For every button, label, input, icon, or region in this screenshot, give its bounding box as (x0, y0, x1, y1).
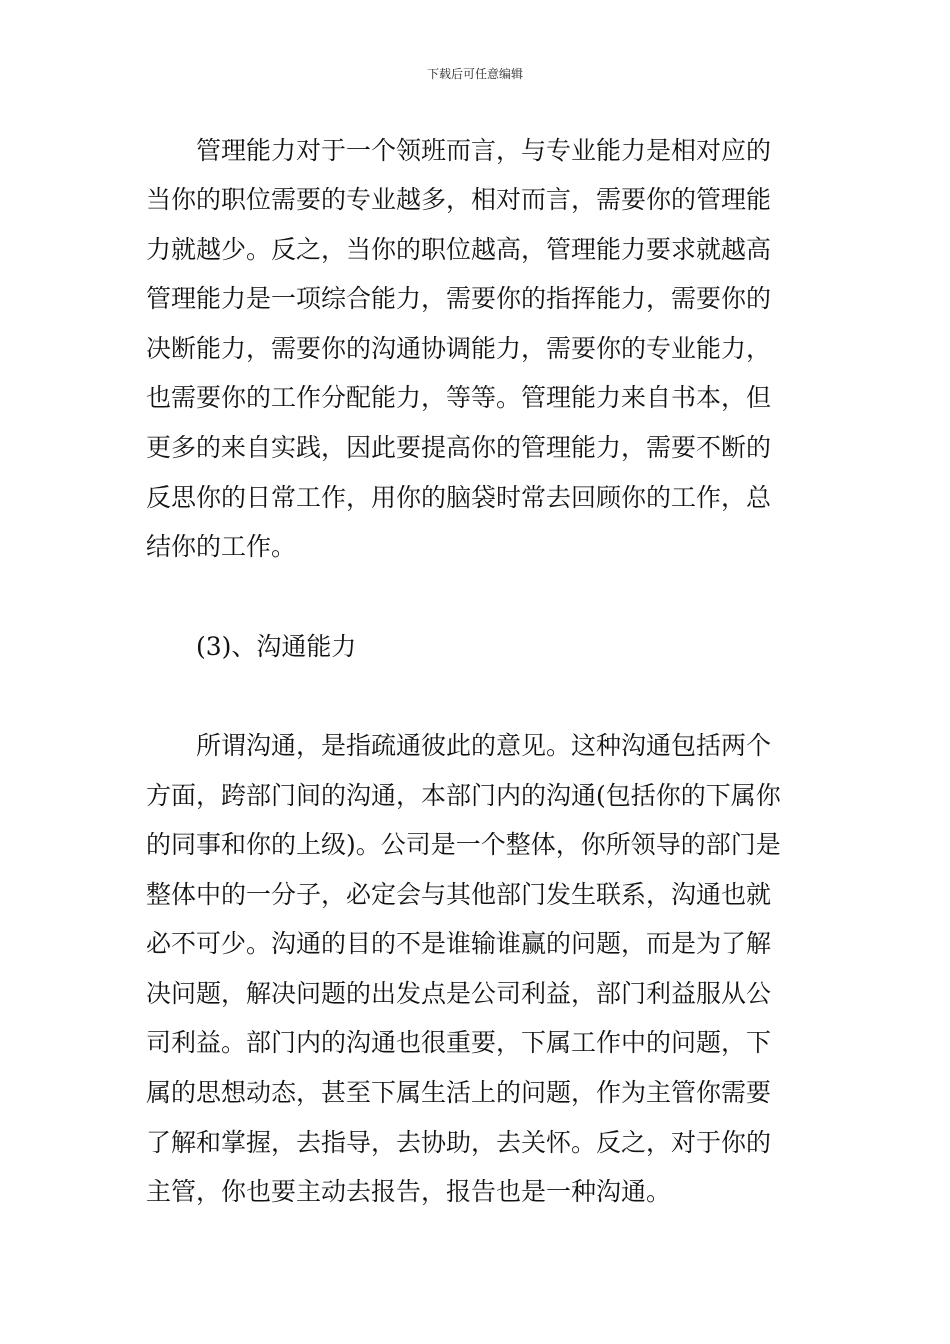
paragraph-line: 了解和掌握，去指导，去协助，去关怀。反之，对于你的 (146, 1128, 772, 1157)
paragraph-line: 决问题，解决问题的出发点是公司利益，部门利益服从公 (146, 979, 772, 1008)
paragraph-line: 的同事和你的上级)。公司是一个整体，你所领导的部门是 (146, 830, 781, 859)
paragraph-line: 司利益。部门内的沟通也很重要，下属工作中的问题，下 (146, 1028, 772, 1057)
paragraph-line: 属的思想动态，甚至下属生活上的问题，作为主管你需要 (146, 1078, 772, 1107)
paragraph-line: 主管，你也要主动去报告，报告也是一种沟通。 (146, 1177, 672, 1206)
paragraph-line: 管理能力是一项综合能力，需要你的指挥能力，需要你的 (146, 284, 772, 313)
paragraph-line: 反思你的日常工作，用你的脑袋时常去回顾你的工作，总 (146, 483, 772, 512)
paragraph-line: 必不可少。沟通的目的不是谁输谁赢的问题，而是为了解 (146, 929, 772, 958)
paragraph-line: 整体中的一分子，必定会与其他部门发生联系，沟通也就 (146, 880, 772, 909)
paragraph-line: 管理能力对于一个领班而言，与专业能力是相对应的 (196, 136, 772, 165)
page-header: 下载后可任意编辑 (426, 67, 523, 81)
section-heading: (3)、沟通能力 (196, 632, 357, 661)
paragraph-line: 结你的工作。 (146, 532, 297, 561)
paragraph-line: 方面，跨部门间的沟通，本部门内的沟通(包括你的下属你 (146, 781, 781, 810)
paragraph-line: 当你的职位需要的专业越多，相对而言，需要你的管理能 (146, 185, 772, 214)
paragraph-line: 决断能力，需要你的沟通协调能力，需要你的专业能力， (146, 334, 772, 363)
paragraph-line: 所谓沟通，是指疏通彼此的意见。这种沟通包括两个 (196, 731, 772, 760)
paragraph-line: 更多的来自实践，因此要提高你的管理能力，需要不断的 (146, 433, 772, 462)
paragraph-line: 也需要你的工作分配能力，等等。管理能力来自书本，但 (146, 383, 772, 412)
paragraph-line: 力就越少。反之，当你的职位越高，管理能力要求就越高 (146, 235, 772, 264)
